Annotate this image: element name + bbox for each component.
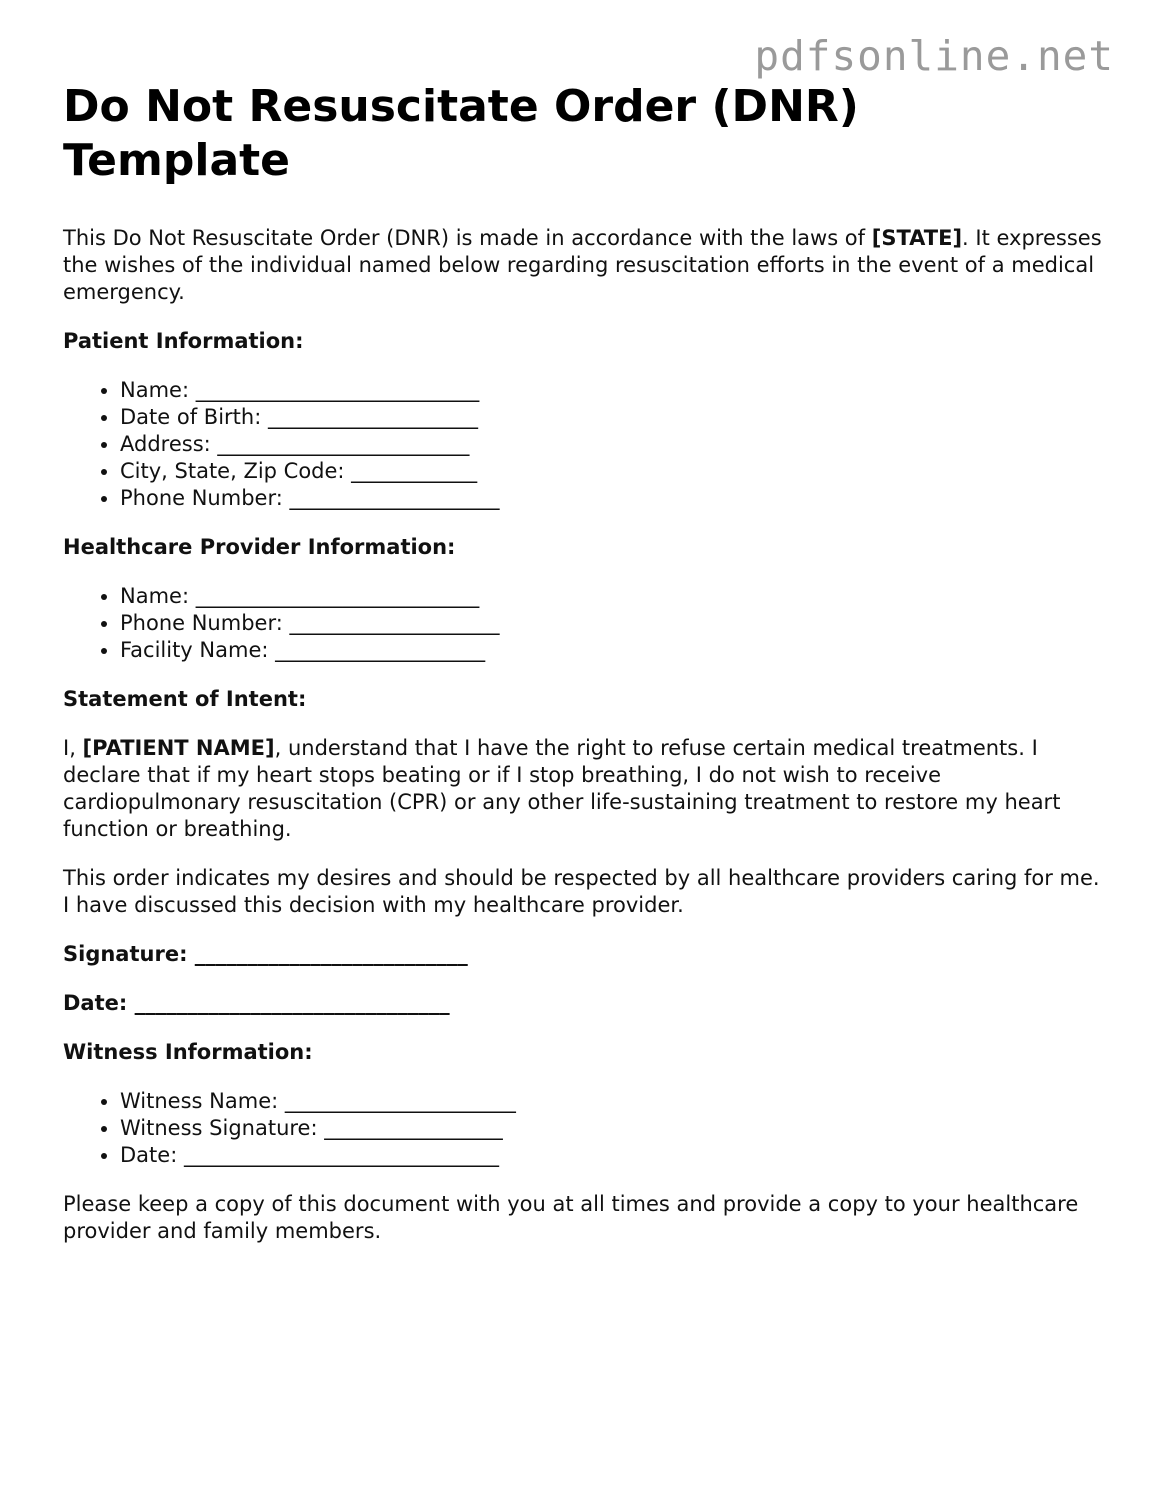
patient-name-placeholder: [PATIENT NAME] — [82, 736, 275, 760]
patient-address-field: • Address: ________________________ — [120, 431, 1103, 458]
patient-phone-field: • Phone Number: ____________________ — [120, 485, 1103, 512]
intro-text-2: . It expresses the wishes of the individual named below regarding resuscitation efforts in the event of a medical emergency. — [63, 226, 1102, 304]
patient-dob-field: • Date of Birth: ____________________ — [120, 404, 1103, 431]
statement-text-2: , understand that I have the right to refuse certain medical treatments. I declare that if my heart stops beating or if I stop breathing, I do not wish to receive cardiopulmonary resuscitation (CPR) or any other life-sustaining treatment to restore my heart function or breathing. — [63, 736, 1061, 841]
closing-paragraph: Please keep a copy of this document with you at all times and provide a copy to your healthcare provider and family members. — [63, 1192, 1079, 1243]
statement-paragraph-1 — [63, 735, 1103, 843]
patient-name-field: • Name: ___________________________ — [120, 377, 1103, 404]
patient-info-list — [63, 377, 1103, 512]
patient-info-heading: Patient Information: — [63, 329, 304, 353]
intro-paragraph — [63, 225, 1103, 306]
witness-signature-field: • Witness Signature: _________________ — [120, 1115, 1103, 1142]
provider-phone-field: • Phone Number: ____________________ — [120, 610, 1103, 637]
title-line-1: Do Not Resuscitate Order (DNR) — [63, 81, 859, 132]
statement-heading: Statement of Intent: — [63, 687, 307, 711]
date-line: Date: ______________________________ — [63, 991, 450, 1015]
witness-date-field: • Date: ______________________________ — [120, 1142, 1103, 1169]
intro-text-1: This Do Not Resuscitate Order (DNR) is made in accordance with the laws of — [63, 226, 872, 250]
document-page — [63, 80, 1103, 1245]
provider-facility-field: • Facility Name: ____________________ — [120, 637, 1103, 664]
statement-text-1: I, — [63, 736, 83, 760]
provider-name-field: • Name: ___________________________ — [120, 583, 1103, 610]
state-placeholder: [STATE] — [871, 226, 963, 250]
patient-city-state-zip-field: • City, State, Zip Code: ____________ — [120, 458, 1103, 485]
witness-name-field: • Witness Name: ______________________ — [120, 1088, 1103, 1115]
title-line-2: Template — [63, 135, 291, 186]
watermark: pdfsonline.net — [754, 32, 1114, 80]
document-title — [63, 80, 1103, 188]
statement-paragraph-2: This order indicates my desires and should be respected by all healthcare providers caring for me. I have discussed this decision with my healthcare provider. — [63, 866, 1100, 917]
witness-info-heading: Witness Information: — [63, 1040, 313, 1064]
signature-line: Signature: __________________________ — [63, 942, 468, 966]
provider-info-heading: Healthcare Provider Information: — [63, 535, 456, 559]
witness-info-list — [63, 1088, 1103, 1169]
provider-info-list — [63, 583, 1103, 664]
